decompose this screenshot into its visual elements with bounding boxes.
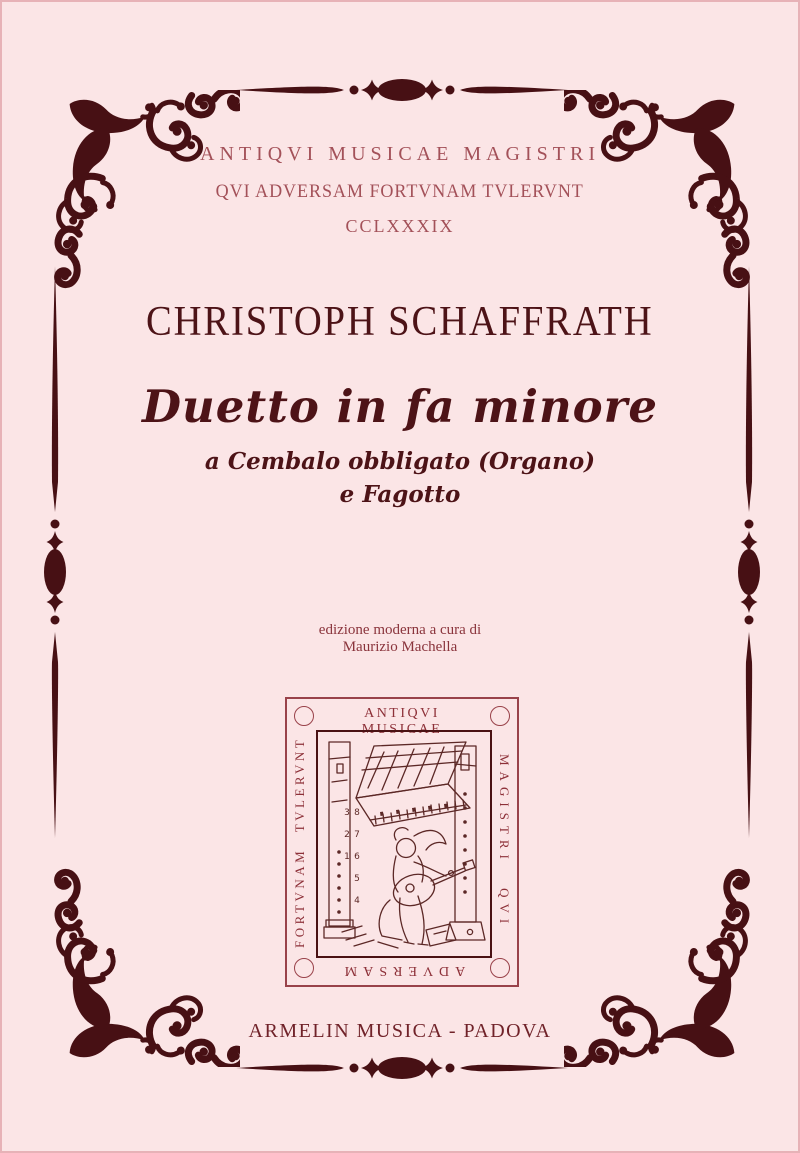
editor-name: Maurizio Machella	[342, 639, 458, 655]
publisher-imprint: ARMELIN MUSICA - PADOVA	[248, 1020, 552, 1042]
scoring-line-2: e Fagotto	[339, 481, 461, 508]
work-title: Duetto in fa minore	[141, 380, 659, 433]
logo-medallion-circle-icon	[294, 958, 314, 978]
bottom-divider-ornament-icon	[232, 1055, 572, 1081]
logo-medallion-circle-icon	[294, 706, 314, 726]
top-divider-ornament-icon	[232, 77, 572, 103]
logo-top-text: ANTIQVI MUSICAE	[361, 706, 443, 737]
woodcut-fingering-numbers: 8 7 6 5 4 3 2 1	[342, 808, 362, 907]
series-volume-number: CCLXXXIX	[345, 216, 455, 236]
logo-bottom-text: ADVERSAM	[338, 963, 466, 978]
scoring-line-1: a Cembalo obbligato (Organo)	[204, 448, 596, 475]
logo-medallion-circle-icon	[490, 706, 510, 726]
logo-right-text: MAGISTRI QVI	[497, 754, 512, 930]
logo-left-text: FORTVNAM TVLERVNT	[292, 736, 307, 948]
composer-name: CHRISTOPH SCHAFFRATH	[146, 299, 654, 345]
publisher-logo	[285, 697, 519, 987]
logo-medallion-circle-icon	[490, 958, 510, 978]
woodcut-frame	[316, 730, 492, 958]
left-rule-ornament-icon	[42, 264, 68, 840]
series-title: ANTIQVI MUSICAE MAGISTRI	[200, 143, 600, 165]
right-rule-ornament-icon	[736, 264, 762, 840]
edition-note: edizione moderna a cura di	[318, 622, 482, 638]
series-motto: QVI ADVERSAM FORTVNAM TVLERVNT	[215, 181, 585, 202]
